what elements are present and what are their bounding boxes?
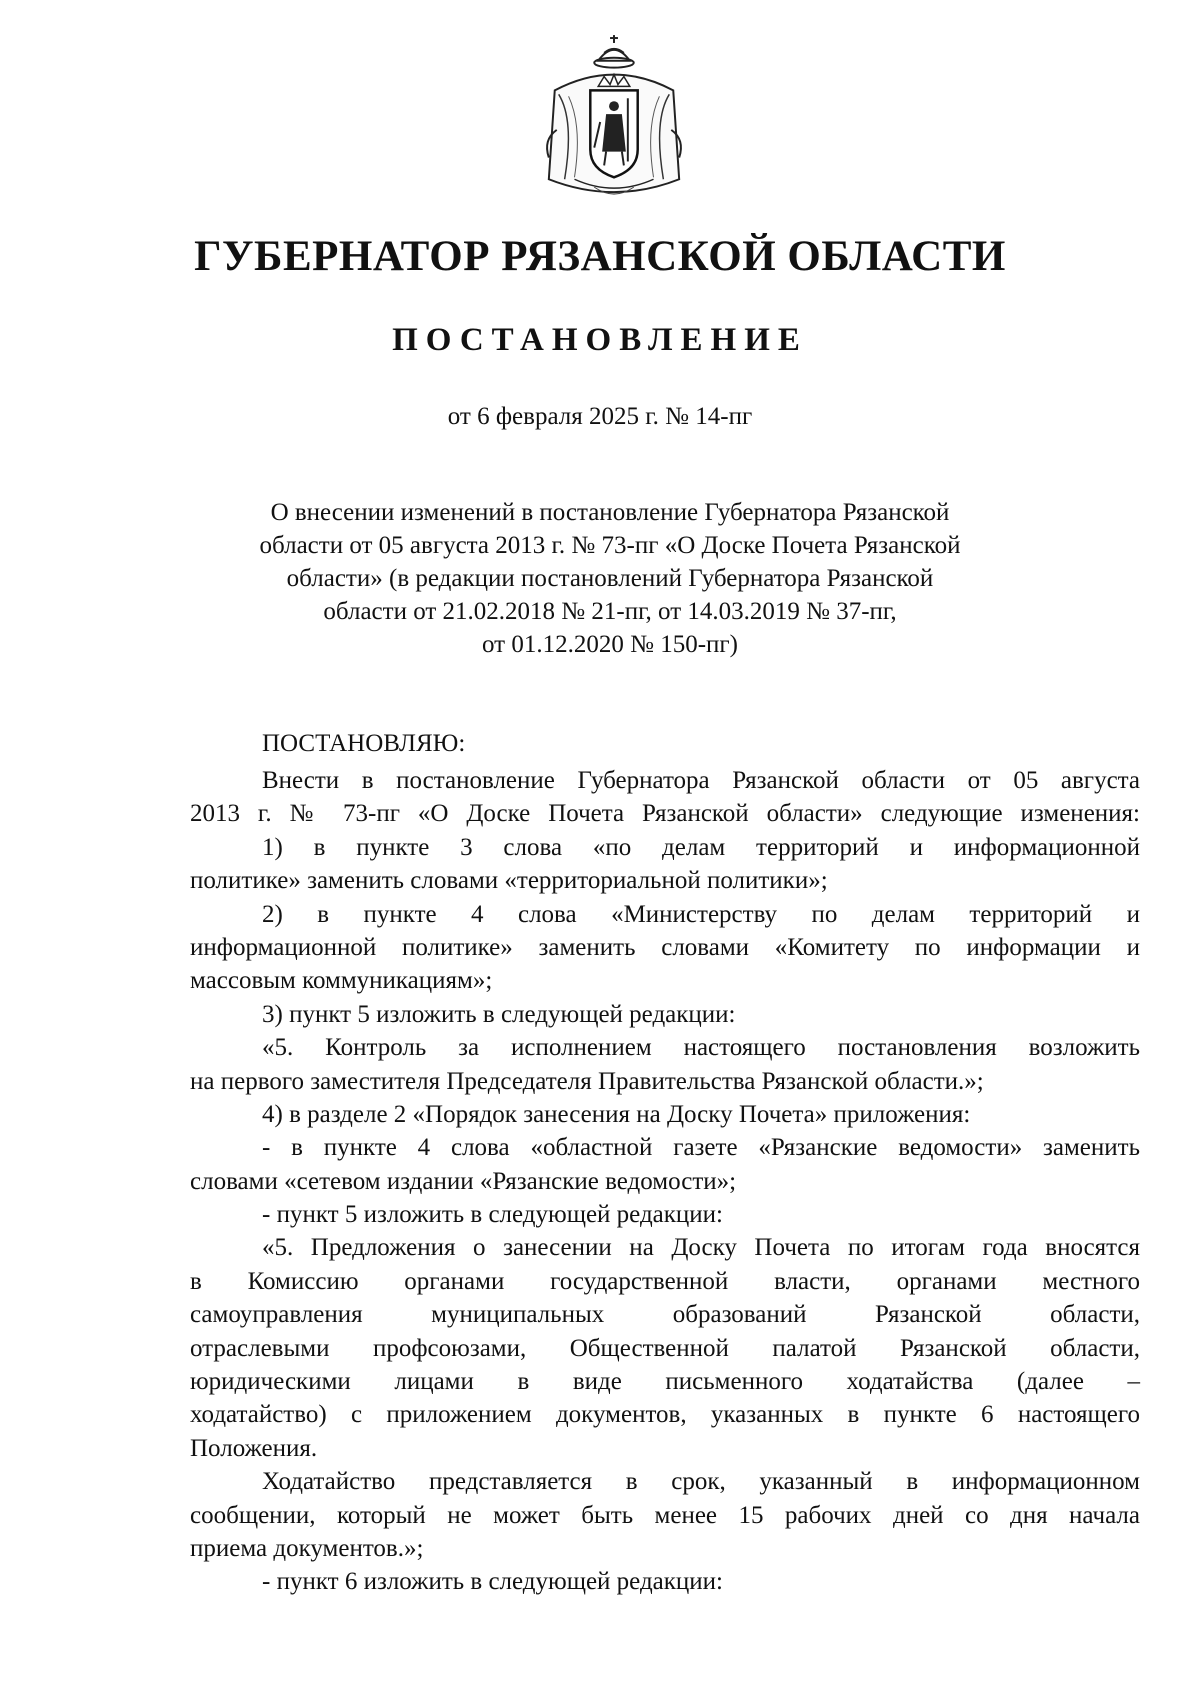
body-line: на первого заместителя Председателя Правительства Рязанской области.»; bbox=[190, 1067, 984, 1095]
body-line: самоуправления муниципальных образований Рязанской области, bbox=[190, 1301, 1140, 1329]
page-title: ГУБЕРНАТОР РЯЗАНСКОЙ ОБЛАСТИ bbox=[194, 233, 1006, 280]
body-line: - пункт 5 изложить в следующей редакции: bbox=[262, 1201, 723, 1229]
document-type: ПОСТАНОВЛЕНИЕ bbox=[392, 322, 808, 358]
subject-line: области» (в редакции постановлений Губернатора Рязанской bbox=[286, 565, 934, 592]
subject-line: О внесении изменений в постановление Губернатора Рязанской bbox=[270, 499, 950, 526]
body-line: - в пункте 4 слова «областной газете «Рязанские ведомости» заменить bbox=[262, 1134, 1140, 1162]
body-line: юридическими лицами в виде письменного ходатайства (далее – bbox=[190, 1368, 1140, 1396]
body-line: информационной политике» заменить словами «Комитету по информации и bbox=[190, 933, 1140, 961]
subject-line: области от 21.02.2018 № 21-пг, от 14.03.2019 № 37-пг, bbox=[323, 598, 897, 625]
decree-heading: ПОСТАНОВЛЯЮ: bbox=[262, 730, 466, 757]
body-line: «5. Контроль за исполнением настоящего постановления возложить bbox=[262, 1034, 1140, 1062]
body-line: в Комиссию органами государственной власти, органами местного bbox=[190, 1267, 1140, 1295]
body-line: 4) в разделе 2 «Порядок занесения на Доску Почета» приложения: bbox=[262, 1100, 971, 1128]
document-date-number: от 6 февраля 2025 г. № 14-пг bbox=[447, 403, 753, 430]
subject-line: области от 05 августа 2013 г. № 73-пг «О Доске Почета Рязанской bbox=[259, 532, 961, 559]
body-line: Ходатайство представляется в срок, указанный в информационном bbox=[262, 1468, 1140, 1496]
subject-line: от 01.12.2020 № 150-пг) bbox=[482, 631, 738, 658]
body-line: 3) пункт 5 изложить в следующей редакции: bbox=[262, 1000, 736, 1028]
body-line: 2013 г. № 73-пг «О Доске Почета Рязанской области» следующие изменения: bbox=[190, 800, 1140, 828]
document-subject bbox=[250, 496, 970, 661]
body-line: сообщении, который не может быть менее 15 рабочих дней со дня начала bbox=[190, 1501, 1140, 1529]
body-line: Внести в постановление Губернатора Рязанской области от 05 августа bbox=[262, 767, 1140, 794]
body-line: приема документов.»; bbox=[190, 1534, 424, 1562]
document-body bbox=[190, 764, 1140, 1599]
body-line: отраслевыми профсоюзами, Общественной палатой Рязанской области, bbox=[190, 1334, 1140, 1362]
body-line: ходатайство) с приложением документов, указанных в пункте 6 настоящего bbox=[190, 1401, 1140, 1429]
body-line: Положения. bbox=[190, 1434, 318, 1462]
body-line: 2) в пункте 4 слова «Министерству по делам территорий и bbox=[262, 900, 1140, 928]
body-line: словами «сетевом издании «Рязанские ведомости»; bbox=[190, 1167, 737, 1195]
body-line: 1) в пункте 3 слова «по делам территорий и информационной bbox=[262, 833, 1140, 861]
body-line: - пункт 6 изложить в следующей редакции: bbox=[262, 1568, 723, 1596]
ryazan-coat-of-arms-icon bbox=[535, 30, 693, 210]
body-line: политике» заменить словами «территориальной политики»; bbox=[190, 867, 828, 895]
body-line: «5. Предложения о занесении на Доску Почета по итогам года вносятся bbox=[262, 1234, 1140, 1262]
body-line: массовым коммуникациям»; bbox=[190, 967, 493, 995]
